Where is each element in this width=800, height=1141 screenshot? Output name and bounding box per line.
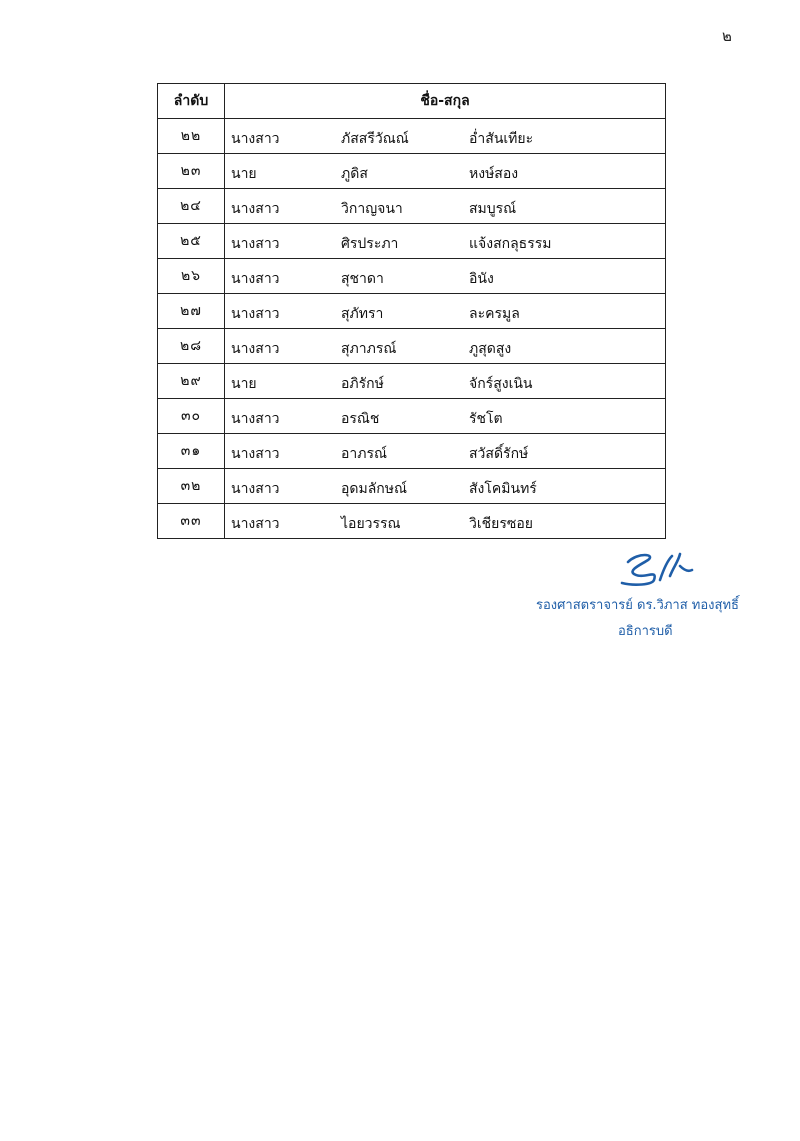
row-name-cell <box>225 504 666 539</box>
row-title: นางสาว <box>231 341 280 357</box>
row-seq-number: ๓๐ <box>158 399 225 434</box>
page-number: ๒ <box>722 27 732 45</box>
row-title: นาย <box>231 166 257 182</box>
row-title: นางสาว <box>231 481 280 497</box>
row-first-name: อุดมลักษณ์ <box>341 481 408 497</box>
row-first-name: อาภรณ์ <box>341 446 388 462</box>
row-seq-number: ๒๔ <box>158 189 225 224</box>
row-seq-number: ๒๒ <box>158 119 225 154</box>
row-title: นางสาว <box>231 306 280 322</box>
row-first-name: วิกาญจนา <box>341 201 403 217</box>
row-seq-number: ๒๙ <box>158 364 225 399</box>
row-first-name: ภัสสรีวัณณ์ <box>341 131 409 147</box>
table-row <box>158 434 666 469</box>
table-body <box>158 119 666 539</box>
row-name-cell <box>225 399 666 434</box>
row-seq-number: ๓๑ <box>158 434 225 469</box>
table-row <box>158 364 666 399</box>
signature-block <box>530 550 790 650</box>
row-last-name: สวัสดิ์รักษ์ <box>469 446 529 462</box>
row-last-name: สังโคมินทร์ <box>469 481 537 497</box>
signer-position: อธิการบดี <box>618 624 673 639</box>
table-row <box>158 469 666 504</box>
signer-name: รองศาสตราจารย์ ดร.วิภาส ทองสุทธิ์ <box>536 598 739 613</box>
row-last-name: หงษ์สอง <box>469 166 519 182</box>
row-first-name: สุภัทรา <box>341 306 384 322</box>
row-seq-number: ๒๘ <box>158 329 225 364</box>
row-last-name: ละครมูล <box>469 306 520 322</box>
row-name-cell <box>225 364 666 399</box>
row-title: นาย <box>231 376 257 392</box>
row-name-cell <box>225 224 666 259</box>
column-header-seq: ลำดับ <box>158 84 225 119</box>
row-name-cell <box>225 189 666 224</box>
row-seq-number: ๓๓ <box>158 504 225 539</box>
row-name-cell <box>225 119 666 154</box>
row-name-cell <box>225 469 666 504</box>
row-first-name: ไอยวรรณ <box>341 516 401 532</box>
table-row <box>158 399 666 434</box>
table-row <box>158 259 666 294</box>
table-row <box>158 224 666 259</box>
row-title: นางสาว <box>231 446 280 462</box>
row-last-name: อินัง <box>469 271 494 287</box>
row-last-name: สมบูรณ์ <box>469 201 517 217</box>
row-last-name: แจ้งสกลุธรรม <box>469 236 552 252</box>
table-header-row <box>158 84 666 119</box>
table-row <box>158 294 666 329</box>
row-first-name: ภูดิส <box>341 166 368 182</box>
row-seq-number: ๒๓ <box>158 154 225 189</box>
row-title: นางสาว <box>231 516 280 532</box>
row-seq-number: ๒๕ <box>158 224 225 259</box>
row-title: นางสาว <box>231 201 280 217</box>
table-row <box>158 189 666 224</box>
row-last-name: อ่ำสันเทียะ <box>469 131 534 147</box>
row-first-name: อภิรักษ์ <box>341 376 384 392</box>
row-title: นางสาว <box>231 411 280 427</box>
row-first-name: สุชาดา <box>341 271 384 287</box>
row-first-name: อรณิช <box>341 411 380 427</box>
row-name-cell <box>225 329 666 364</box>
row-last-name: ภูสุดสูง <box>469 341 512 357</box>
row-seq-number: ๒๖ <box>158 259 225 294</box>
row-name-cell <box>225 294 666 329</box>
table-row <box>158 329 666 364</box>
row-title: นางสาว <box>231 271 280 287</box>
row-title: นางสาว <box>231 236 280 252</box>
row-last-name: รัชโต <box>469 411 503 427</box>
name-list-table <box>157 83 666 539</box>
row-name-cell <box>225 259 666 294</box>
row-name-cell <box>225 154 666 189</box>
row-first-name: สุภาภรณ์ <box>341 341 397 357</box>
table-row <box>158 504 666 539</box>
row-seq-number: ๒๗ <box>158 294 225 329</box>
row-title: นางสาว <box>231 131 280 147</box>
table-row <box>158 154 666 189</box>
row-first-name: ศิรประภา <box>341 236 399 252</box>
row-seq-number: ๓๒ <box>158 469 225 504</box>
handwritten-signature <box>614 550 694 590</box>
row-name-cell <box>225 434 666 469</box>
table-row <box>158 119 666 154</box>
row-last-name: จักร์สูงเนิน <box>469 376 533 392</box>
row-last-name: วิเชียรซอย <box>469 516 533 532</box>
column-header-name: ชื่อ-สกุล <box>225 84 666 119</box>
